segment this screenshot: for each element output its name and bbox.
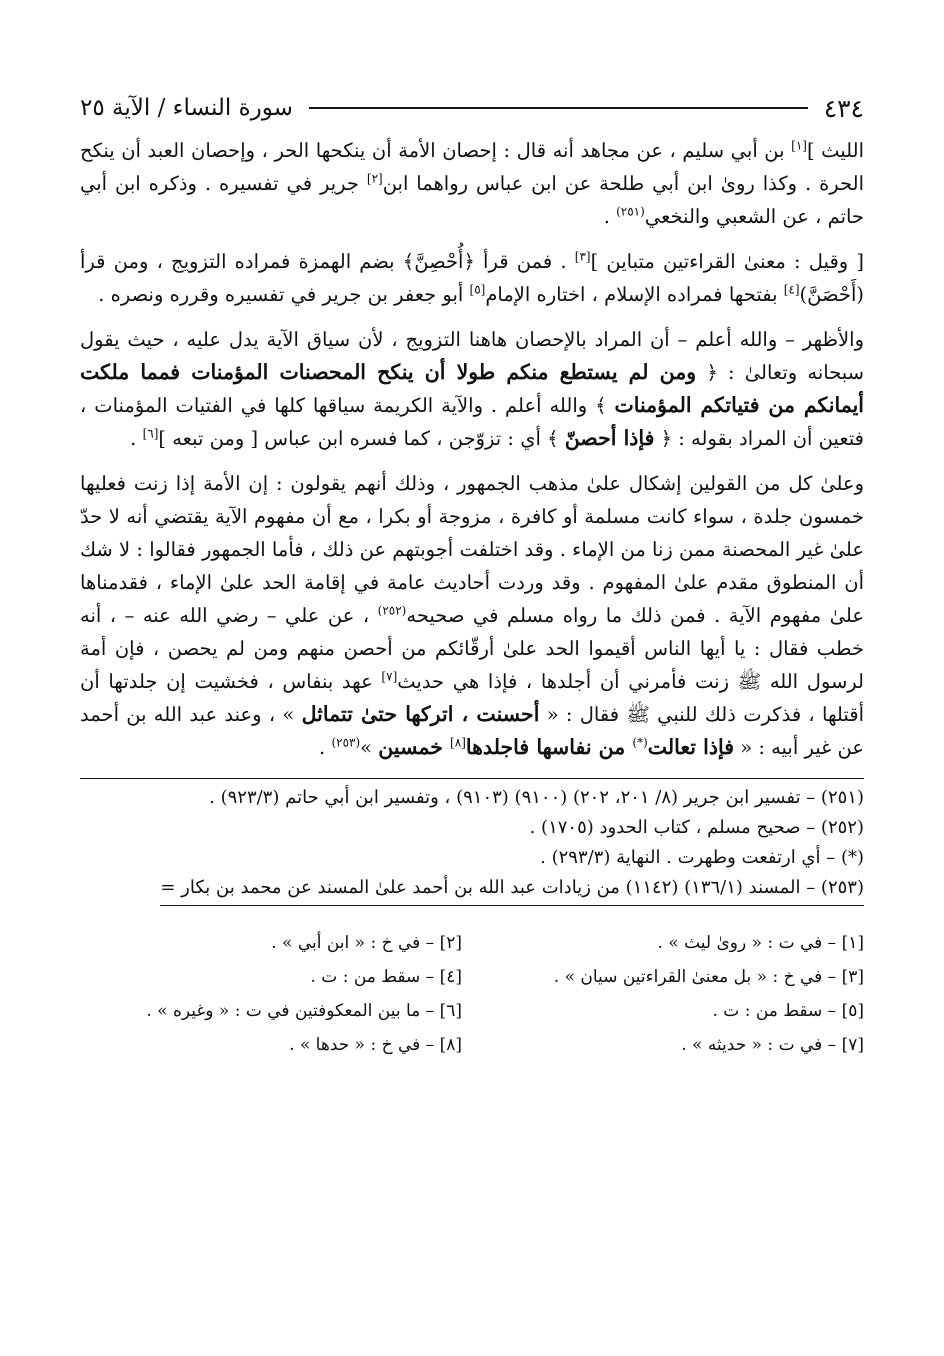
text: الليث ] [806, 139, 864, 162]
header-rule [309, 107, 808, 109]
text: . [130, 427, 143, 450]
text: » [360, 736, 379, 759]
paragraph-4 [80, 467, 864, 764]
footnote-ref: [٢] [366, 171, 383, 186]
variant-note: [٨] – في خ : « حدها » . [289, 1035, 462, 1055]
hadith-quote: من نفاسها فاجلدها [465, 735, 633, 759]
paragraph-2 [80, 245, 864, 311]
variant-note: [١] – في ت : « روىٰ ليث » . [657, 933, 864, 953]
page-header [80, 88, 864, 128]
footnote-text: (٢٥٣) – المسند (١٣٦/١) (١١٤٢) من زيادات عبد الله بن أحمد علىٰ المسند عن محمد بن بكار = [160, 873, 864, 906]
footnote: (٢٥٢) – صحيح مسلم ، كتاب الحدود (١٧٠٥) . [529, 817, 864, 838]
footnote-ref: [٧] [381, 669, 398, 684]
footnotes [80, 783, 864, 906]
text: بفتحها فمراده الإسلام ، اختاره الإمام [485, 283, 784, 306]
footnote-ref: [٣] [574, 249, 591, 264]
running-title: سورة النساء / الآية ٢٥ [80, 95, 293, 121]
page-number: ٤٣٤ [823, 93, 864, 123]
variant-note: [٢] – في خ : « ابن أبي » . [271, 933, 462, 953]
text: وعلىٰ كل من القولين إشكال علىٰ مذهب الجمهور ، وذلك أنهم يقولون : إن الأمة إذا زنت فعليها خمسون جلدة ، سواء كانت مسلمة أو كافرة ، مزوجة أو بكرا ، مع أن مفهوم الآية يقتضي أنه لا حدّ علىٰ غير المحصنة ممن زنا من الإماء . وقد اختلفت أجوبتهم عن ذلك ، فأما الجمهور فقالوا : لا شك أن المنطوق مقدم علىٰ المفهوم . وقد وردت أحاديث عامة في إقامة الحد علىٰ الإماء ، فقدمناها علىٰ مفهوم الآية . فمن ذلك ما رواه مسلم في صحيحه [80, 472, 864, 627]
text: عهد بنفاس ، فخشيت إن جلدتها أن أقتلها ، فذكرت ذلك للنبي ﷺ فقال : « [80, 670, 865, 726]
text: [ وقيل : معنىٰ القراءتين متباين ] [590, 250, 864, 273]
footnote-ref: [٨] [450, 735, 466, 750]
text: ﴾ والله أعلم . والآية الكريمة سياقها كلها في الفتيات المؤمنات ، فتعين أن المراد بقوله : ﴿ [80, 394, 864, 450]
text: . فمن قرأ ﴿أُحْصِنَّ﴾ بضم الهمزة فمراده التزويج ، ومن قرأ (أَحْصَنَّ) [80, 250, 864, 306]
variant-note: [٤] – سقط من : ت . [310, 967, 462, 987]
quran-quote: ومن لم يستطع منكم طولا أن ينكح المحصنات المؤمنات فمما ملكت أيمانكم من فتياتكم المؤمنات [80, 360, 864, 417]
variant-note: [٦] – ما بين المعكوفتين في ت : « وغيره » . [146, 1001, 462, 1021]
footnote-ref: [٥] [469, 282, 486, 297]
footnote-ref: [٤] [783, 282, 800, 297]
text: . [603, 205, 617, 228]
footnote-ref: (٢٥٢) [377, 603, 407, 618]
variant-note: [٧] – في ت : « حديثه » . [681, 1035, 864, 1055]
hadith-quote: خمسين [378, 735, 451, 759]
footnote: (٢٥١) – تفسير ابن جرير (٨/ ٢٠١، ٢٠٢) (٩١٠٠) (٩١٠٣) ، وتفسير ابن أبي حاتم (٩٢٣/٣) . [209, 787, 864, 808]
footnote-ref: (*) [632, 735, 648, 750]
textual-variants [80, 928, 864, 1060]
footnote-ref: (٢٥٣) [331, 735, 361, 750]
text: ، عن علي – رضي الله عنه – ، أنه خطب فقال : يا أيها الناس أقيموا الحد علىٰ أرقّائكم من أحصن منهم ومن لم يحصن ، فإن أمة لرسول الله ﷺ زنت فأمرني أن أجلدها ، فإذا هي حديث [80, 604, 864, 693]
footnote-ref: (٢٥١) [616, 204, 645, 219]
variant-note: [٣] – في خ : « بل معنىٰ القراءتين سيان » . [553, 967, 864, 987]
text: بن أبي سليم ، عن مجاهد أنه قال : إحصان الأمة أن ينكحها الحر ، وإحصان العبد أن ينكح الحرة . وكذا روىٰ ابن أبي طلحة عن ابن عباس رواهما ابن [80, 139, 865, 195]
hadith-quote: أحسنت ، اتركها حتىٰ تتماثل [301, 702, 540, 726]
book-page [80, 88, 864, 1356]
footnote-divider [80, 778, 864, 779]
text: . [319, 736, 332, 759]
text: » ، وعند عبد الله بن أحمد عن غير أبيه : « [80, 703, 864, 759]
footnote [80, 873, 864, 906]
paragraph-1 [80, 134, 864, 233]
footnote: (*) – أي ارتفعت وطهرت . النهاية (٢٩٣/٣) . [540, 847, 864, 868]
paragraph-3 [80, 323, 864, 455]
hadith-quote: فإذا تعالت [647, 735, 734, 759]
variant-note: [٥] – سقط من : ت . [712, 1001, 864, 1021]
footnote-ref: [١] [791, 138, 807, 153]
footnote-ref: [٦] [142, 426, 159, 441]
text: والأظهر – والله أعلم – أن المراد بالإحصان هاهنا التزويج ، لأن سياق الآية يدل عليه ، حيث يقول سبحانه وتعالىٰ : ﴿ [80, 328, 864, 384]
text: أبو جعفر بن جرير في تفسيره وقرره ونصره . [98, 283, 470, 306]
text: جرير في تفسيره . وذكره ابن أبي حاتم ، عن الشعبي والنخعي [80, 172, 864, 228]
text: ﴾ أي : تزوّجن ، كما فسره ابن عباس [ ومن تبعه ] [158, 427, 565, 450]
quran-quote: فإذا أحصنّ [564, 426, 655, 450]
